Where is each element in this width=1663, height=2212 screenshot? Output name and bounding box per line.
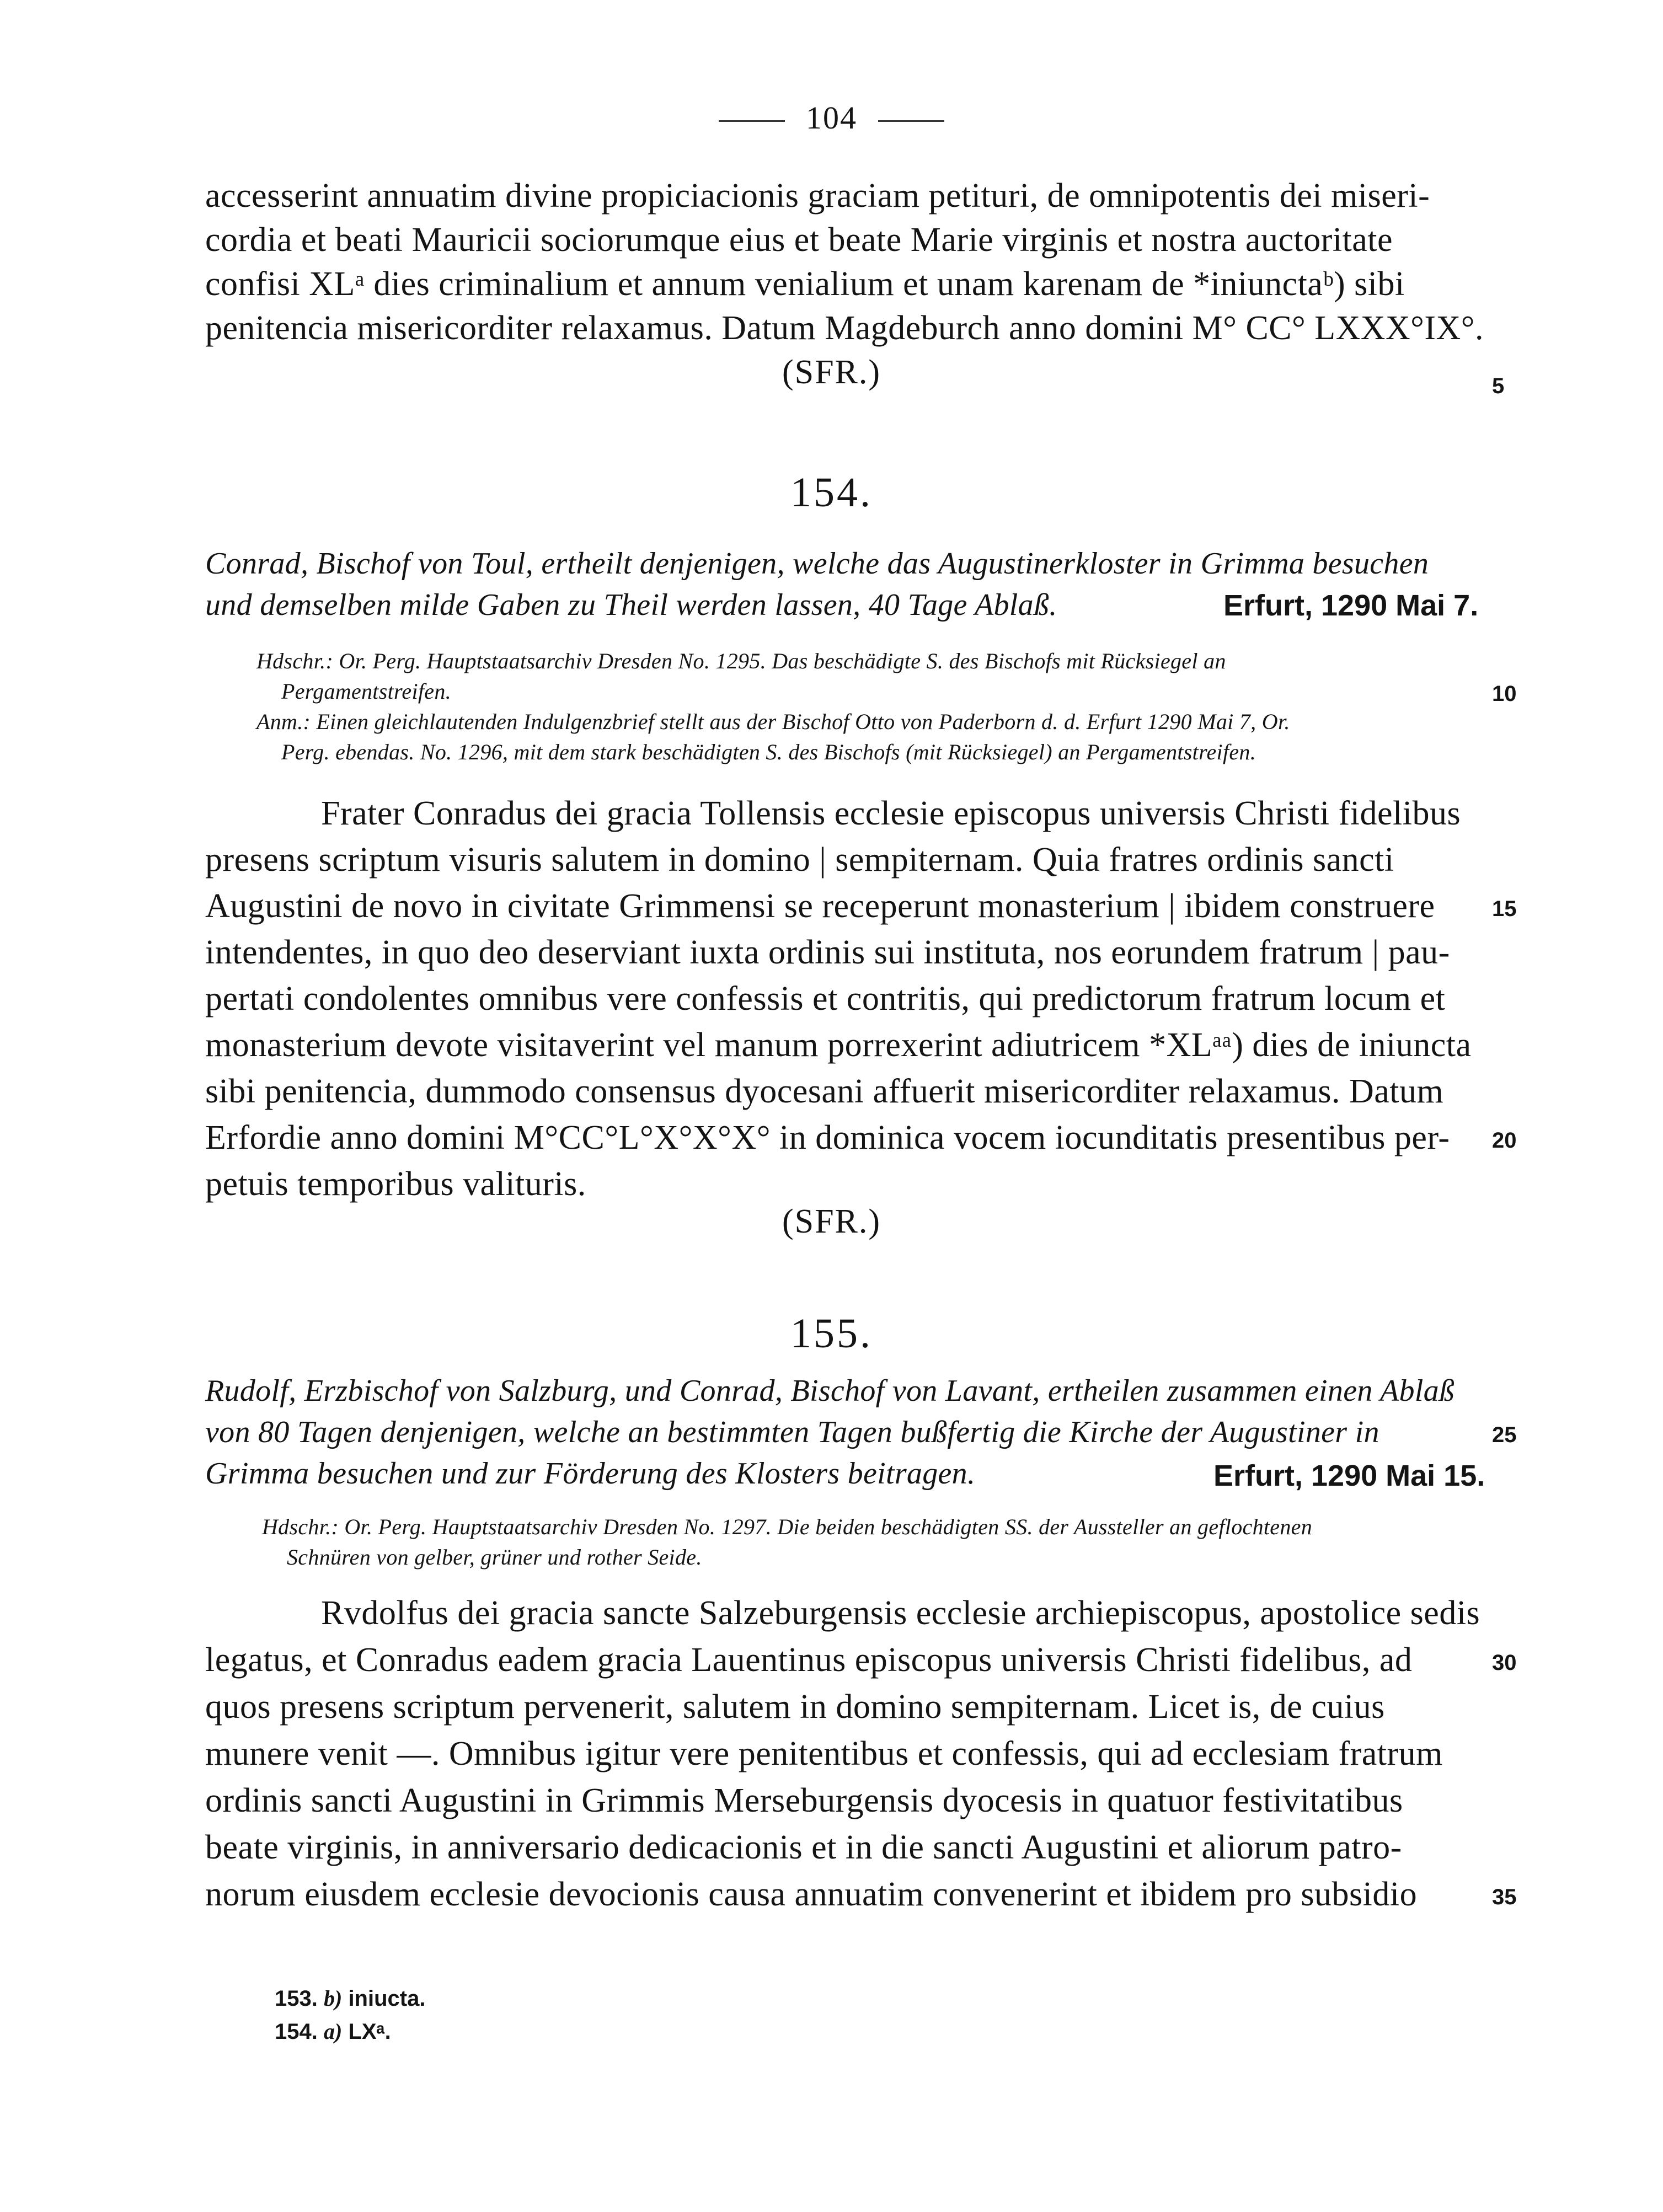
prev-doc-line-2: cordia et beati Mauricii sociorumque eius et beate Marie virginis et nostra auctoritate bbox=[205, 221, 1393, 259]
prev-doc-line-3: confisi XLᵃ dies criminalium et annum venialium et unam karenam de *iniunctaᵇ) sibi bbox=[205, 265, 1405, 303]
footnote-mark: a) bbox=[323, 2019, 343, 2044]
doc154-text-line-4: intendentes, in quo deo deserviant iuxta ordinis sui instituta, nos eorundem fratrum | pau- bbox=[205, 934, 1450, 971]
page-number: 104 bbox=[806, 100, 857, 136]
doc154-note-line-4: Perg. ebendas. No. 1296, mit dem stark beschädigten S. des Bischofs (mit Rücksiegel) an Pergamentstreifen. bbox=[281, 740, 1256, 764]
doc154-regest-line-1: Conrad, Bischof von Toul, ertheilt denjenigen, welche das Augustinerkloster in Grimma besuchen bbox=[205, 547, 1429, 581]
doc155-text-line-4: munere venit —. Omnibus igitur vere penitentibus et confessis, qui ad ecclesiam fratrum bbox=[205, 1735, 1443, 1772]
line-number-25: 25 bbox=[1492, 1423, 1517, 1447]
doc154-note-line-3: Anm.: Einen gleichlautenden Indulgenzbrief stellt aus der Bischof Otto von Paderborn d. d. Erfurt 1290 Mai 7, Or. bbox=[256, 709, 1290, 734]
doc154-number: 154. bbox=[790, 469, 873, 516]
footnote-154 bbox=[275, 2018, 391, 2044]
line-number-20: 20 bbox=[1492, 1128, 1517, 1153]
doc155-text-line-3: quos presens scriptum pervenerit, salutem in domino sempiternam. Licet is, de cuius bbox=[205, 1688, 1385, 1726]
line-number-30: 30 bbox=[1492, 1651, 1517, 1675]
footnote-mark: b) bbox=[323, 1986, 343, 2011]
line-number-5: 5 bbox=[1492, 374, 1505, 398]
doc155-text-line-7: norum eiusdem ecclesie devocionis causa annuatim convenerint et ibidem pro subsidio bbox=[205, 1876, 1418, 1913]
page-header bbox=[0, 99, 1663, 136]
doc155-place-date: Erfurt, 1290 Mai 15. bbox=[1213, 1459, 1485, 1492]
doc155-regest-line-1: Rudolf, Erzbischof von Salzburg, und Conrad, Bischof von Lavant, ertheilen zusammen einen Ablaß bbox=[205, 1374, 1455, 1408]
doc155-text-line-5: ordinis sancti Augustini in Grimmis Merseburgensis dyocesis in quatuor festivitatibus bbox=[205, 1782, 1403, 1819]
footnote-text: iniucta. bbox=[348, 1986, 426, 2011]
doc155-regest-line-3: Grimma besuchen und zur Förderung des Klosters beitragen. bbox=[205, 1456, 976, 1491]
doc154-text-line-2: presens scriptum visuris salutem in domino | sempiternam. Quia fratres ordinis sancti bbox=[205, 841, 1394, 879]
doc154-note-line-2: Pergamentstreifen. bbox=[281, 679, 451, 704]
line-number-15: 15 bbox=[1492, 897, 1517, 921]
doc154-place-date: Erfurt, 1290 Mai 7. bbox=[1223, 589, 1479, 622]
footnote-ref: 154. bbox=[275, 2020, 318, 2044]
doc154-text-line-8: Erfordie anno domini M°CC°L°X°X°X° in dominica vocem iocunditatis presentibus per- bbox=[205, 1119, 1450, 1156]
footnote-text: LXᵃ. bbox=[348, 2020, 391, 2044]
line-number-35: 35 bbox=[1492, 1885, 1517, 1909]
doc155-number: 155. bbox=[790, 1310, 873, 1357]
doc154-text-line-1: Frater Conradus dei gracia Tollensis ecclesie episcopus universis Christi fidelibus bbox=[321, 795, 1461, 832]
doc154-text-line-6: monasterium devote visitaverint vel manum porrexerint adiutricem *XLᵃᵃ) dies de iniuncta bbox=[205, 1026, 1472, 1064]
prev-doc-line-4: penitencia misericorditer relaxamus. Datum Magdeburch anno domini M° CC° LXXX°IX°. bbox=[205, 309, 1484, 347]
doc155-text-line-2: legatus, et Conradus eadem gracia Lauentinus episcopus universis Christi fidelibus, ad bbox=[205, 1641, 1413, 1679]
doc155-text-line-1: Rvdolfus dei gracia sancte Salzeburgensis ecclesie archiepiscopus, apostolice sedis bbox=[321, 1594, 1480, 1632]
doc155-text-line-6: beate virginis, in anniversario dedicacionis et in die sancti Augustini et aliorum patro- bbox=[205, 1829, 1402, 1866]
doc155-regest-line-2: von 80 Tagen denjenigen, welche an bestimmten Tagen bußfertig die Kirche der Augustiner in bbox=[205, 1415, 1379, 1449]
doc154-note-line-1: Hdschr.: Or. Perg. Hauptstaatsarchiv Dresden No. 1295. Das beschädigte S. des Bischofs mit Rücksiegel an bbox=[256, 649, 1226, 673]
doc155-note-line-1: Hdschr.: Or. Perg. Hauptstaatsarchiv Dresden No. 1297. Die beiden beschädigten SS. der Aussteller an geflochtenen bbox=[262, 1514, 1312, 1539]
doc154-seal: (SFR.) bbox=[782, 1203, 881, 1240]
footnote-ref: 153. bbox=[275, 1986, 318, 2011]
header-rule-right bbox=[878, 120, 944, 122]
doc155-note-line-2: Schnüren von gelber, grüner und rother Seide. bbox=[287, 1545, 702, 1570]
doc154-text-line-3: Augustini de novo in civitate Grimmensi se receperunt monasterium | ibidem construere bbox=[205, 887, 1435, 925]
doc154-text-line-7: sibi penitencia, dummodo consensus dyocesani affuerit misericorditer relaxamus. Datum bbox=[205, 1073, 1444, 1110]
doc154-regest-line-2: und demselben milde Gaben zu Theil werden lassen, 40 Tage Ablaß. bbox=[205, 588, 1057, 622]
footnote-153 bbox=[275, 1985, 425, 2011]
doc154-text-line-9: petuis temporibus valituris. bbox=[205, 1165, 586, 1203]
line-number-10: 10 bbox=[1492, 682, 1517, 706]
prev-doc-seal: (SFR.) bbox=[782, 354, 881, 391]
prev-doc-line-1: accesserint annuatim divine propiciacionis graciam petituri, de omnipotentis dei miseri- bbox=[205, 177, 1430, 215]
doc154-text-line-5: pertati condolentes omnibus vere confessis et contritis, qui predictorum fratrum locum et bbox=[205, 980, 1446, 1017]
header-rule-left bbox=[719, 120, 785, 122]
